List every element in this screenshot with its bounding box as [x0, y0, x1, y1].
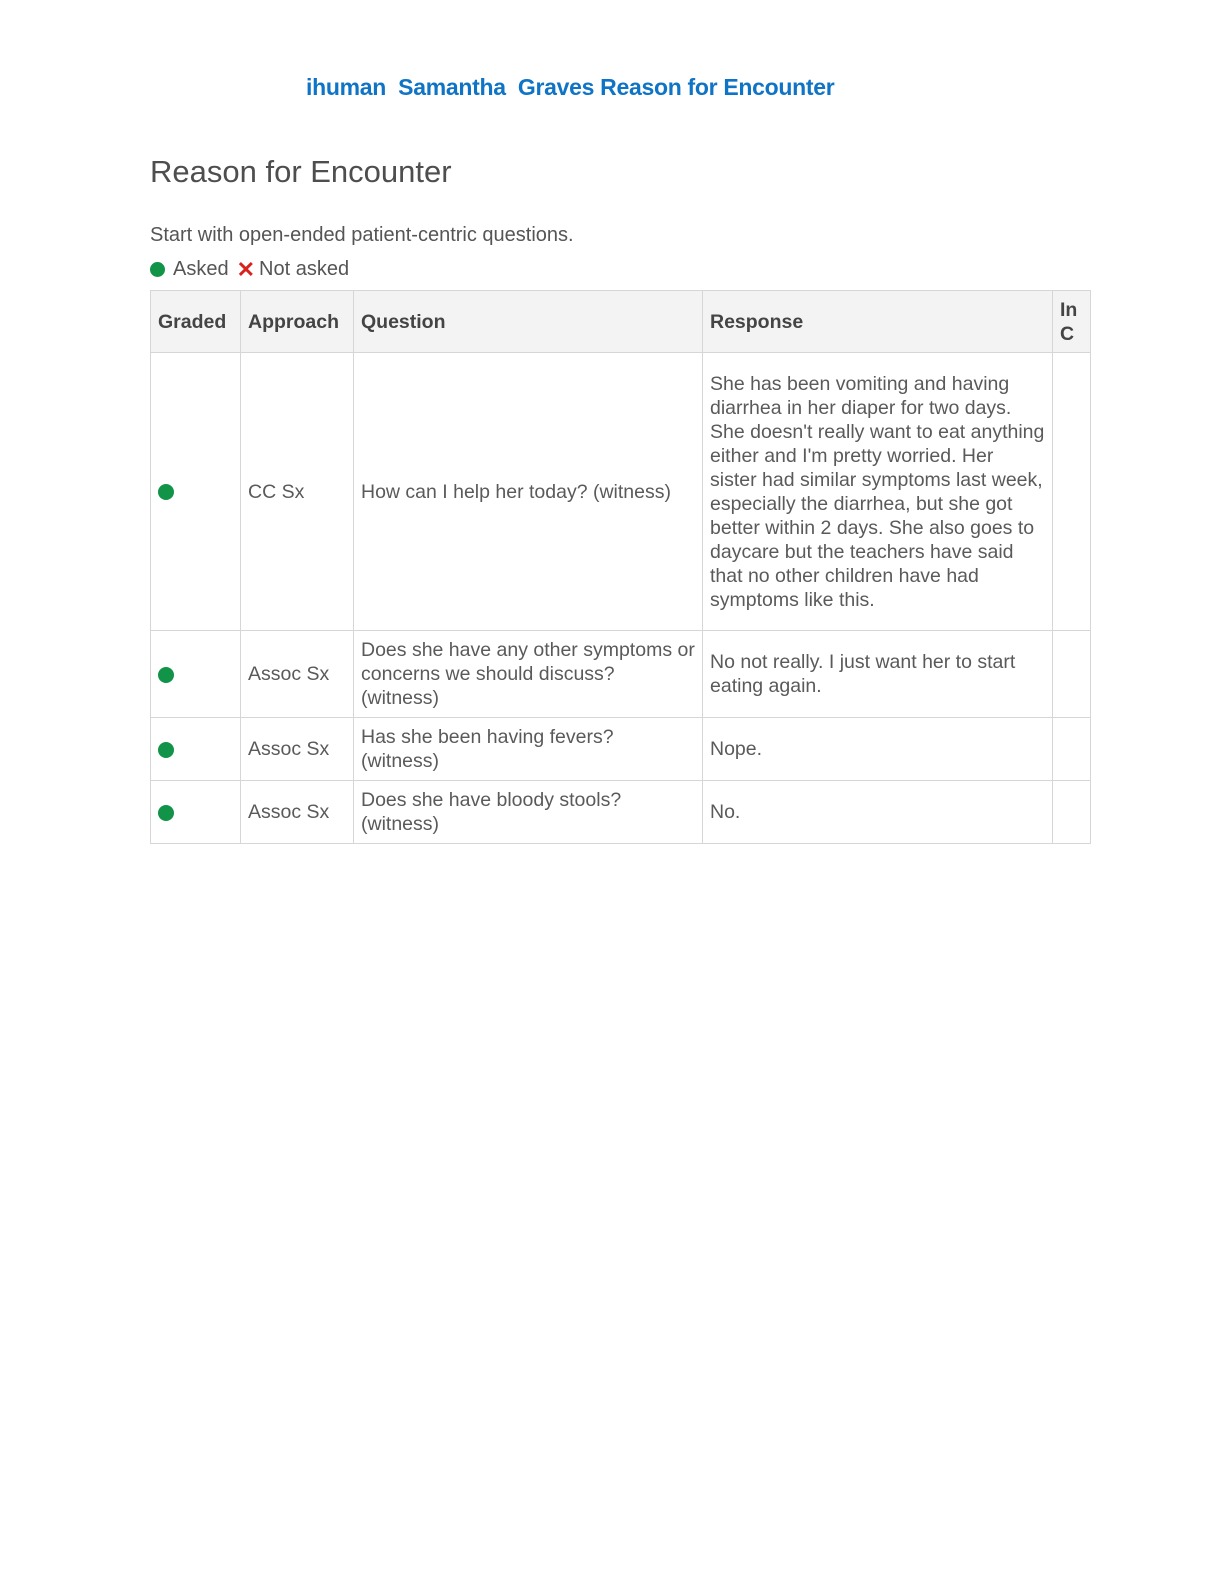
- truncated-cell: [1053, 353, 1091, 631]
- truncated-cell: [1053, 718, 1091, 781]
- approach-cell: CC Sx: [241, 353, 354, 631]
- response-cell: No.: [703, 781, 1053, 844]
- graded-cell: [151, 718, 241, 781]
- approach-cell: Assoc Sx: [241, 718, 354, 781]
- instructions-text: Start with open-ended patient-centric questions.: [150, 224, 574, 246]
- encounter-screenshot: [150, 150, 1078, 850]
- question-cell: Has she been having fevers? (witness): [354, 718, 703, 781]
- header-response[interactable]: Response: [703, 291, 1053, 353]
- table-row: [151, 353, 1091, 631]
- question-cell: How can I help her today? (witness): [354, 353, 703, 631]
- header-truncated: In C: [1053, 291, 1091, 353]
- truncated-cell: [1053, 781, 1091, 844]
- response-cell: No not really. I just want her to start eating again.: [703, 631, 1053, 718]
- legend-not-asked-label: Not asked: [259, 258, 350, 280]
- table-header-row: [151, 291, 1091, 353]
- question-cell: Does she have bloody stools? (witness): [354, 781, 703, 844]
- response-cell: She has been vomiting and having diarrhea in her diaper for two days. She doesn't really want to eat anything either and I'm pretty worried. Her sister had similar symptoms last week, especially the diarrhea, but she got better within 2 days. She also goes to daycare but the teachers have said that no other children have had symptoms like this.: [703, 353, 1053, 631]
- asked-dot-icon: [158, 805, 174, 821]
- graded-cell: [151, 353, 241, 631]
- section-heading: Reason for Encounter: [150, 154, 452, 189]
- table-row: [151, 631, 1091, 718]
- legend: [150, 258, 349, 281]
- table-row: [151, 718, 1091, 781]
- asked-dot-icon: [158, 742, 174, 758]
- graded-cell: [151, 781, 241, 844]
- approach-cell: Assoc Sx: [241, 631, 354, 718]
- header-approach[interactable]: Approach: [241, 291, 354, 353]
- truncated-cell: [1053, 631, 1091, 718]
- response-cell: Nope.: [703, 718, 1053, 781]
- table-row: [151, 781, 1091, 844]
- asked-dot-icon: [158, 667, 174, 683]
- green-dot-icon: [150, 262, 165, 277]
- approach-cell: Assoc Sx: [241, 781, 354, 844]
- graded-cell: [151, 631, 241, 718]
- document-title-link[interactable]: ihuman Samantha Graves Reason for Encounter: [306, 74, 835, 100]
- question-cell: Does she have any other symptoms or concerns we should discuss? (witness): [354, 631, 703, 718]
- questions-table: [150, 290, 1091, 844]
- header-question[interactable]: Question: [354, 291, 703, 353]
- asked-dot-icon: [158, 484, 174, 500]
- legend-asked-label: Asked: [173, 258, 229, 280]
- header-graded[interactable]: Graded: [151, 291, 241, 353]
- red-x-icon: ✕: [236, 256, 256, 282]
